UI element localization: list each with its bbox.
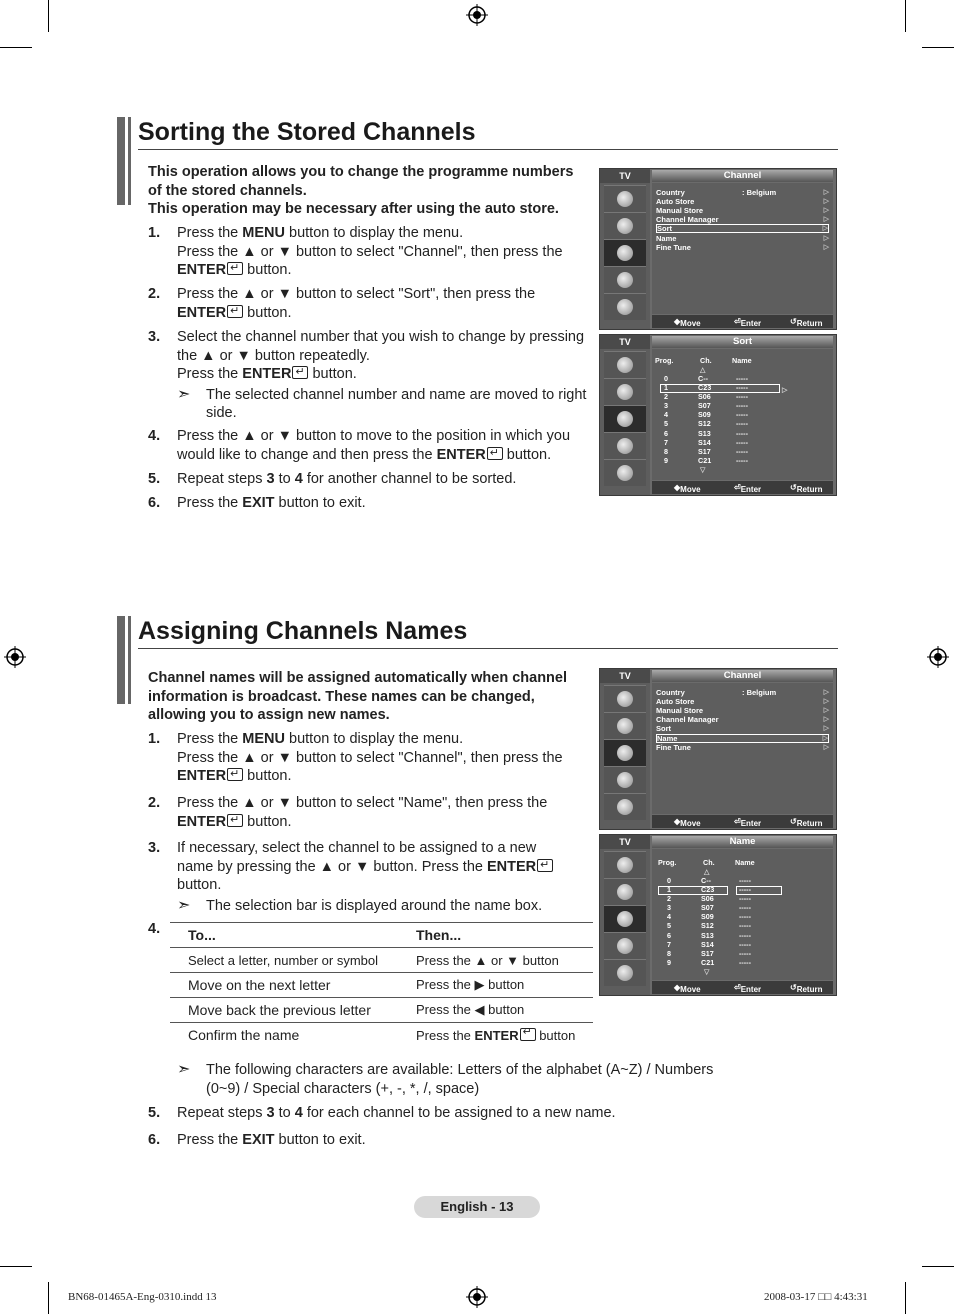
sound-icon bbox=[604, 878, 646, 905]
enter-icon bbox=[537, 859, 553, 872]
sound-icon bbox=[604, 712, 646, 739]
step-6: 6. Press the EXIT button to exit. bbox=[148, 1132, 366, 1148]
picture-icon bbox=[604, 185, 646, 212]
channel-icon bbox=[604, 405, 646, 432]
note-arrow-icon: ➣ bbox=[177, 385, 191, 403]
section-title: Assigning Channels Names bbox=[138, 617, 468, 645]
step-3: 3. Select the channel number that you wish to change by pressing the ▲ or ▼ button repeatedly. Press the ENTER↵ button. ➣ The selected channel number and name are moved to right side. bbox=[148, 328, 588, 423]
setup-icon bbox=[604, 766, 646, 793]
input-icon bbox=[604, 459, 646, 486]
note-arrow-icon: ➣ bbox=[177, 1061, 191, 1078]
section-rule bbox=[138, 648, 838, 649]
note-arrow-icon: ➣ bbox=[177, 896, 191, 914]
section-title: Sorting the Stored Channels bbox=[138, 118, 476, 146]
step-4: 4. Press the ▲ or ▼ button to move to the position in which you would like to change and then press the ENTER↵ button. bbox=[148, 427, 588, 464]
step-5: 5. Repeat steps 3 to 4 for each channel to be assigned to a new name. bbox=[148, 1105, 616, 1121]
step-1: 1. Press the MENU button to display the menu. Press the ▲ or ▼ button to select "Channel", then press the ENTER↵ button. bbox=[148, 730, 588, 786]
tv-channel-menu: TV Channel Country : Belgium ▷ Auto Store ▷ Manual Store ▷ Channel Manager ▷ Sort ▷ Name ▷ Fine Tune ▷ ◆ Move ⏎ Enter ↺ Return bbox=[599, 168, 837, 330]
enter-icon bbox=[227, 262, 243, 275]
page-number-badge: English - 13 bbox=[414, 1196, 540, 1218]
input-icon bbox=[604, 793, 646, 820]
setup-icon bbox=[604, 432, 646, 459]
sound-icon bbox=[604, 212, 646, 239]
registration-mark-icon bbox=[927, 646, 949, 668]
intro-text: Channel names will be assigned automatically when channel information is broadcast. These names can be changed, allowing you to assign new names. bbox=[148, 670, 568, 723]
enter-icon bbox=[227, 305, 243, 318]
picture-icon bbox=[604, 351, 646, 378]
step-2: 2. Press the ▲ or ▼ button to select "Name", then press the ENTER↵ button. bbox=[148, 794, 588, 831]
footer-date: 2008-03-17 □□ 4:43:31 bbox=[764, 1291, 868, 1303]
tv-name-menu: TV Name Prog. Ch. Name △ 0 C-- ----- 1 C23 ----- 2 S06 ----- 3 S07 ----- 4 S09 ----- 5 S12 ----- 6 S13 ----- 7 S14 ----- 8 S17 ----- 9 C21 ----- ▽ ◆ Move ⏎ Enter ↺ Return bbox=[599, 834, 837, 996]
input-icon bbox=[604, 293, 646, 320]
registration-mark-icon bbox=[466, 1286, 488, 1308]
tv-channel-menu: TV Channel Country : Belgium ▷ Auto Store ▷ Manual Store ▷ Channel Manager ▷ Sort ▷ Name ▷ Fine Tune ▷ ◆ Move ⏎ Enter ↺ Return bbox=[599, 668, 837, 830]
section-bar bbox=[117, 117, 131, 205]
enter-icon bbox=[487, 447, 503, 460]
note-characters: ➣ The following characters are available: Letters of the alphabet (A~Z) / Numbers (0~9) / Special characters (+, -, *, /, space) bbox=[177, 1061, 714, 1097]
enter-icon bbox=[520, 1028, 536, 1041]
section-bar bbox=[117, 616, 131, 704]
step-5: 5. Repeat steps 3 to 4 for another channel to be sorted. bbox=[148, 471, 517, 487]
sound-icon bbox=[604, 378, 646, 405]
input-icon bbox=[604, 959, 646, 986]
enter-icon bbox=[227, 814, 243, 827]
key-table: To... Then... Select a letter, number or symbol Press the ▲ or ▼ button Move on the next letter Press the ▶ button Move back the previous letter Press the ◀ button Confirm the name Press the ENTER↵ button bbox=[170, 922, 593, 1047]
registration-mark-icon bbox=[4, 646, 26, 668]
enter-icon bbox=[292, 366, 308, 379]
channel-icon bbox=[604, 739, 646, 766]
channel-icon bbox=[604, 905, 646, 932]
step-3: 3. If necessary, select the channel to be assigned to a new name by pressing the ▲ or ▼ button. Press the ENTER↵ button. ➣ The selection bar is displayed around the name box. bbox=[148, 839, 568, 915]
picture-icon bbox=[604, 851, 646, 878]
intro-text: This operation allows you to change the programme numbers of the stored channels. This operation may be necessary after using the auto store. bbox=[148, 164, 574, 217]
footer-file: BN68-01465A-Eng-0310.indd 13 bbox=[68, 1291, 217, 1303]
enter-icon bbox=[227, 768, 243, 781]
picture-icon bbox=[604, 685, 646, 712]
section-rule bbox=[138, 149, 838, 150]
registration-mark-icon bbox=[466, 4, 488, 26]
step-2: 2. Press the ▲ or ▼ button to select "Sort", then press the ENTER↵ button. bbox=[148, 285, 588, 322]
step-6: 6. Press the EXIT button to exit. bbox=[148, 495, 366, 511]
tv-sort-menu: TV Sort Prog. Ch. Name △ ▷ 0 C-- ----- 1 C23 ----- 2 S06 ----- 3 S07 ----- 4 S09 ----- 5 S12 ----- 6 S13 ----- 7 S14 ----- 8 S17 ----- 9 C21 ----- ▽ ◆ Move ⏎ Enter ↺ Return bbox=[599, 334, 837, 496]
step-1: 1. Press the MENU button to display the menu. Press the ▲ or ▼ button to select "Channel", then press the ENTER↵ button. bbox=[148, 224, 588, 280]
channel-icon bbox=[604, 239, 646, 266]
setup-icon bbox=[604, 266, 646, 293]
setup-icon bbox=[604, 932, 646, 959]
